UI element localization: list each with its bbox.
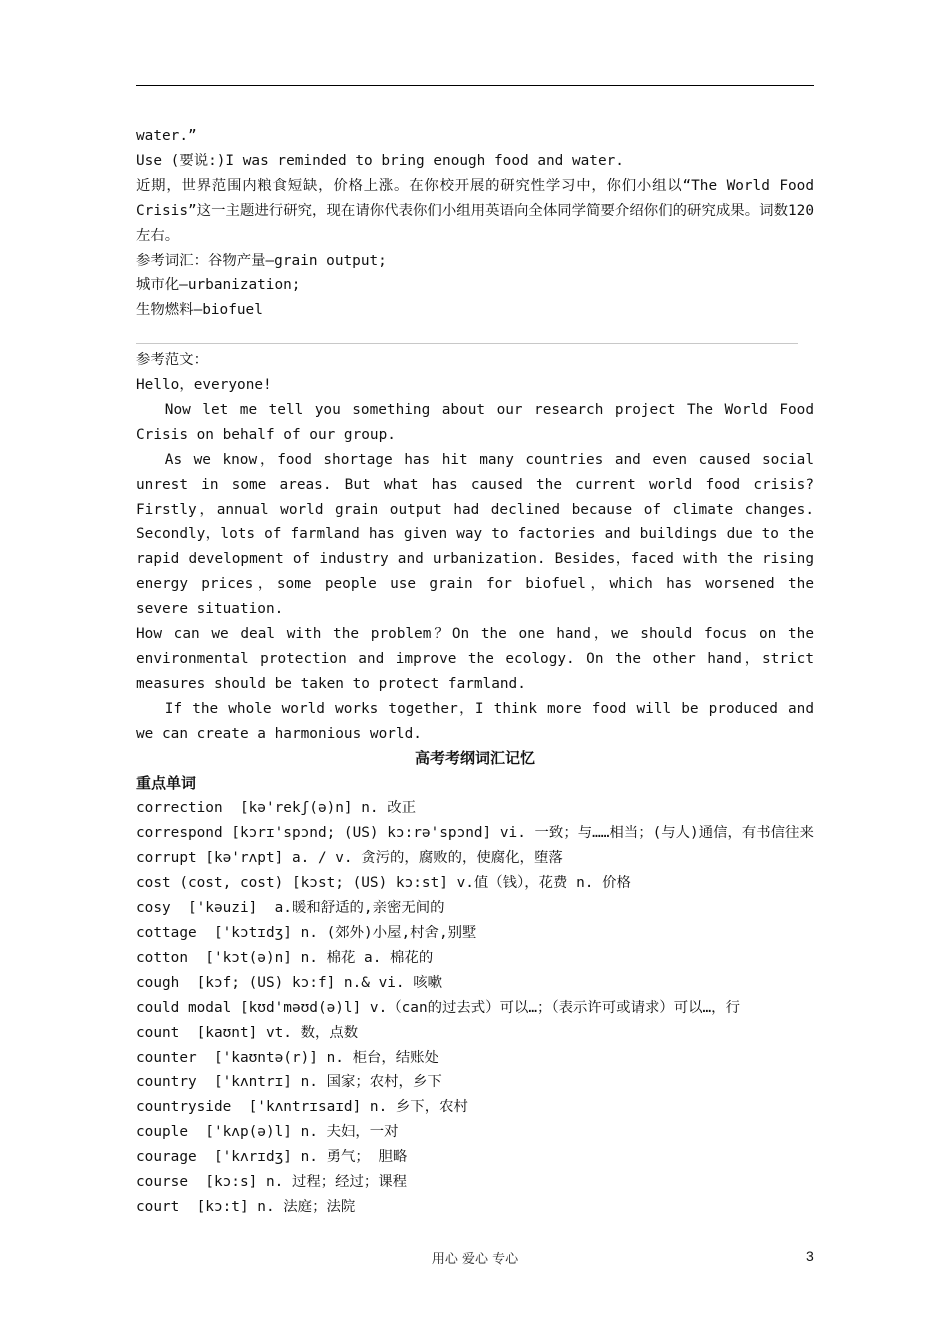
vocab-hint-1: 参考词汇：谷物产量—grain output; bbox=[136, 252, 387, 269]
vocab-entry: couple ['kʌp(ə)l] n. 夫妇，一对 bbox=[136, 1124, 399, 1141]
vocab-entry: cosy ['kəuzi] a.暖和舒适的,亲密无间的 bbox=[136, 900, 445, 917]
prompt-line-1: water.” bbox=[136, 128, 197, 144]
vocab-entry: course [kɔ:s] n. 过程；经过；课程 bbox=[136, 1174, 408, 1191]
vocab-entry: country ['kʌntrɪ] n. 国家；农村，乡下 bbox=[136, 1074, 442, 1091]
essay-paragraph-2: As we know，food shortage has hit many countries and even caused social unrest in some areas. But what has caused the current world food crisis? Firstly，annual world grain output had declined because of climate changes. Secondly，lots of farmland has given way to factories and buildings due to the rapid development of industry and urbanization. Besides，faced with the rising energy prices，some people use grain for biofuel，which has worsened the severe situation. bbox=[136, 451, 814, 618]
vocab-entry: countryside ['kʌntrɪsaɪd] n. 乡下，农村 bbox=[136, 1099, 468, 1116]
vocab-hint-2: 城市化—urbanization; bbox=[136, 277, 301, 294]
vocab-entry: corrupt [kə'rʌpt] a. / v. 贪污的，腐败的，使腐化，堕落 bbox=[136, 850, 563, 867]
essay-paragraph-1: Now let me tell you something about our research project The World Food Crisis on behalf of our group. bbox=[136, 401, 814, 443]
writing-task: 近期，世界范围内粮食短缺，价格上涨。在你校开展的研究性学习中，你们小组以“The World Food Crisis”这一主题进行研究，现在请你代表你们小组用英语向全体同学简要介绍你们的研究成果。词数120左右。 bbox=[136, 177, 814, 244]
header-rule bbox=[136, 85, 814, 86]
vocab-entry: cough [kɔf; (US) kɔ:f] n.& vi. 咳嗽 bbox=[136, 974, 443, 991]
vocab-entry: count [kaʊnt] vt. 数，点数 bbox=[136, 1024, 359, 1041]
page-number: 3 bbox=[806, 1248, 814, 1264]
vocab-entry: cottage ['kɔtɪdʒ] n. (郊外)小屋,村舍,别墅 bbox=[136, 924, 477, 941]
vocabulary-list bbox=[136, 796, 814, 1219]
vocab-entry: cotton ['kɔt(ə)n] n. 棉花 a. 棉花的 bbox=[136, 949, 434, 966]
section-divider bbox=[136, 343, 798, 344]
vocab-entry: correspond [kɔrɪ'spɔnd; (US) kɔ:rə'spɔnd] vi. 一致；与……相当；(与人)通信，有书信往来 bbox=[136, 825, 814, 842]
prompt-line-2: Use (要说:)I was reminded to bring enough food and water. bbox=[136, 152, 624, 169]
footer-motto: 用心 爱心 专心 bbox=[431, 1252, 519, 1267]
essay-greeting: Hello，everyone! bbox=[136, 377, 272, 394]
page-content bbox=[136, 124, 814, 1220]
essay-label: 参考范文： bbox=[136, 352, 208, 369]
essay-paragraph-3: How can we deal with the problem？On the one hand，we should focus on the environmental protection and improve the ecology. On the other hand，strict measures should be taken to protect farmland. bbox=[136, 626, 814, 692]
essay-paragraph-4: If the whole world works together，I think more food will be produced and we can create a harmonious world. bbox=[136, 700, 814, 742]
vocab-hint-3: 生物燃料—biofuel bbox=[136, 302, 263, 319]
vocabulary-subtitle: 重点单词 bbox=[136, 774, 197, 792]
separator-gap bbox=[136, 323, 814, 348]
vocab-entry: could modal [kʊd'məʊd(ə)l] v.（can的过去式）可以…；（表示许可或请求）可以…，行 bbox=[136, 999, 740, 1016]
vocabulary-title: 高考考纲词汇记忆 bbox=[414, 749, 535, 767]
vocab-entry: courage ['kʌrɪdʒ] n. 勇气； 胆略 bbox=[136, 1149, 408, 1166]
vocab-entry: court [kɔ:t] n. 法庭；法院 bbox=[136, 1198, 356, 1215]
vocab-entry: cost (cost, cost) [kɔst; (US) kɔ:st] v.值（钱），花费 n. 价格 bbox=[136, 875, 631, 892]
vocab-entry: counter ['kaʊntə(r)] n. 柜台，结账处 bbox=[136, 1049, 439, 1066]
vocab-entry: correction [kə'rekʃ(ə)n] n. 改正 bbox=[136, 800, 417, 817]
